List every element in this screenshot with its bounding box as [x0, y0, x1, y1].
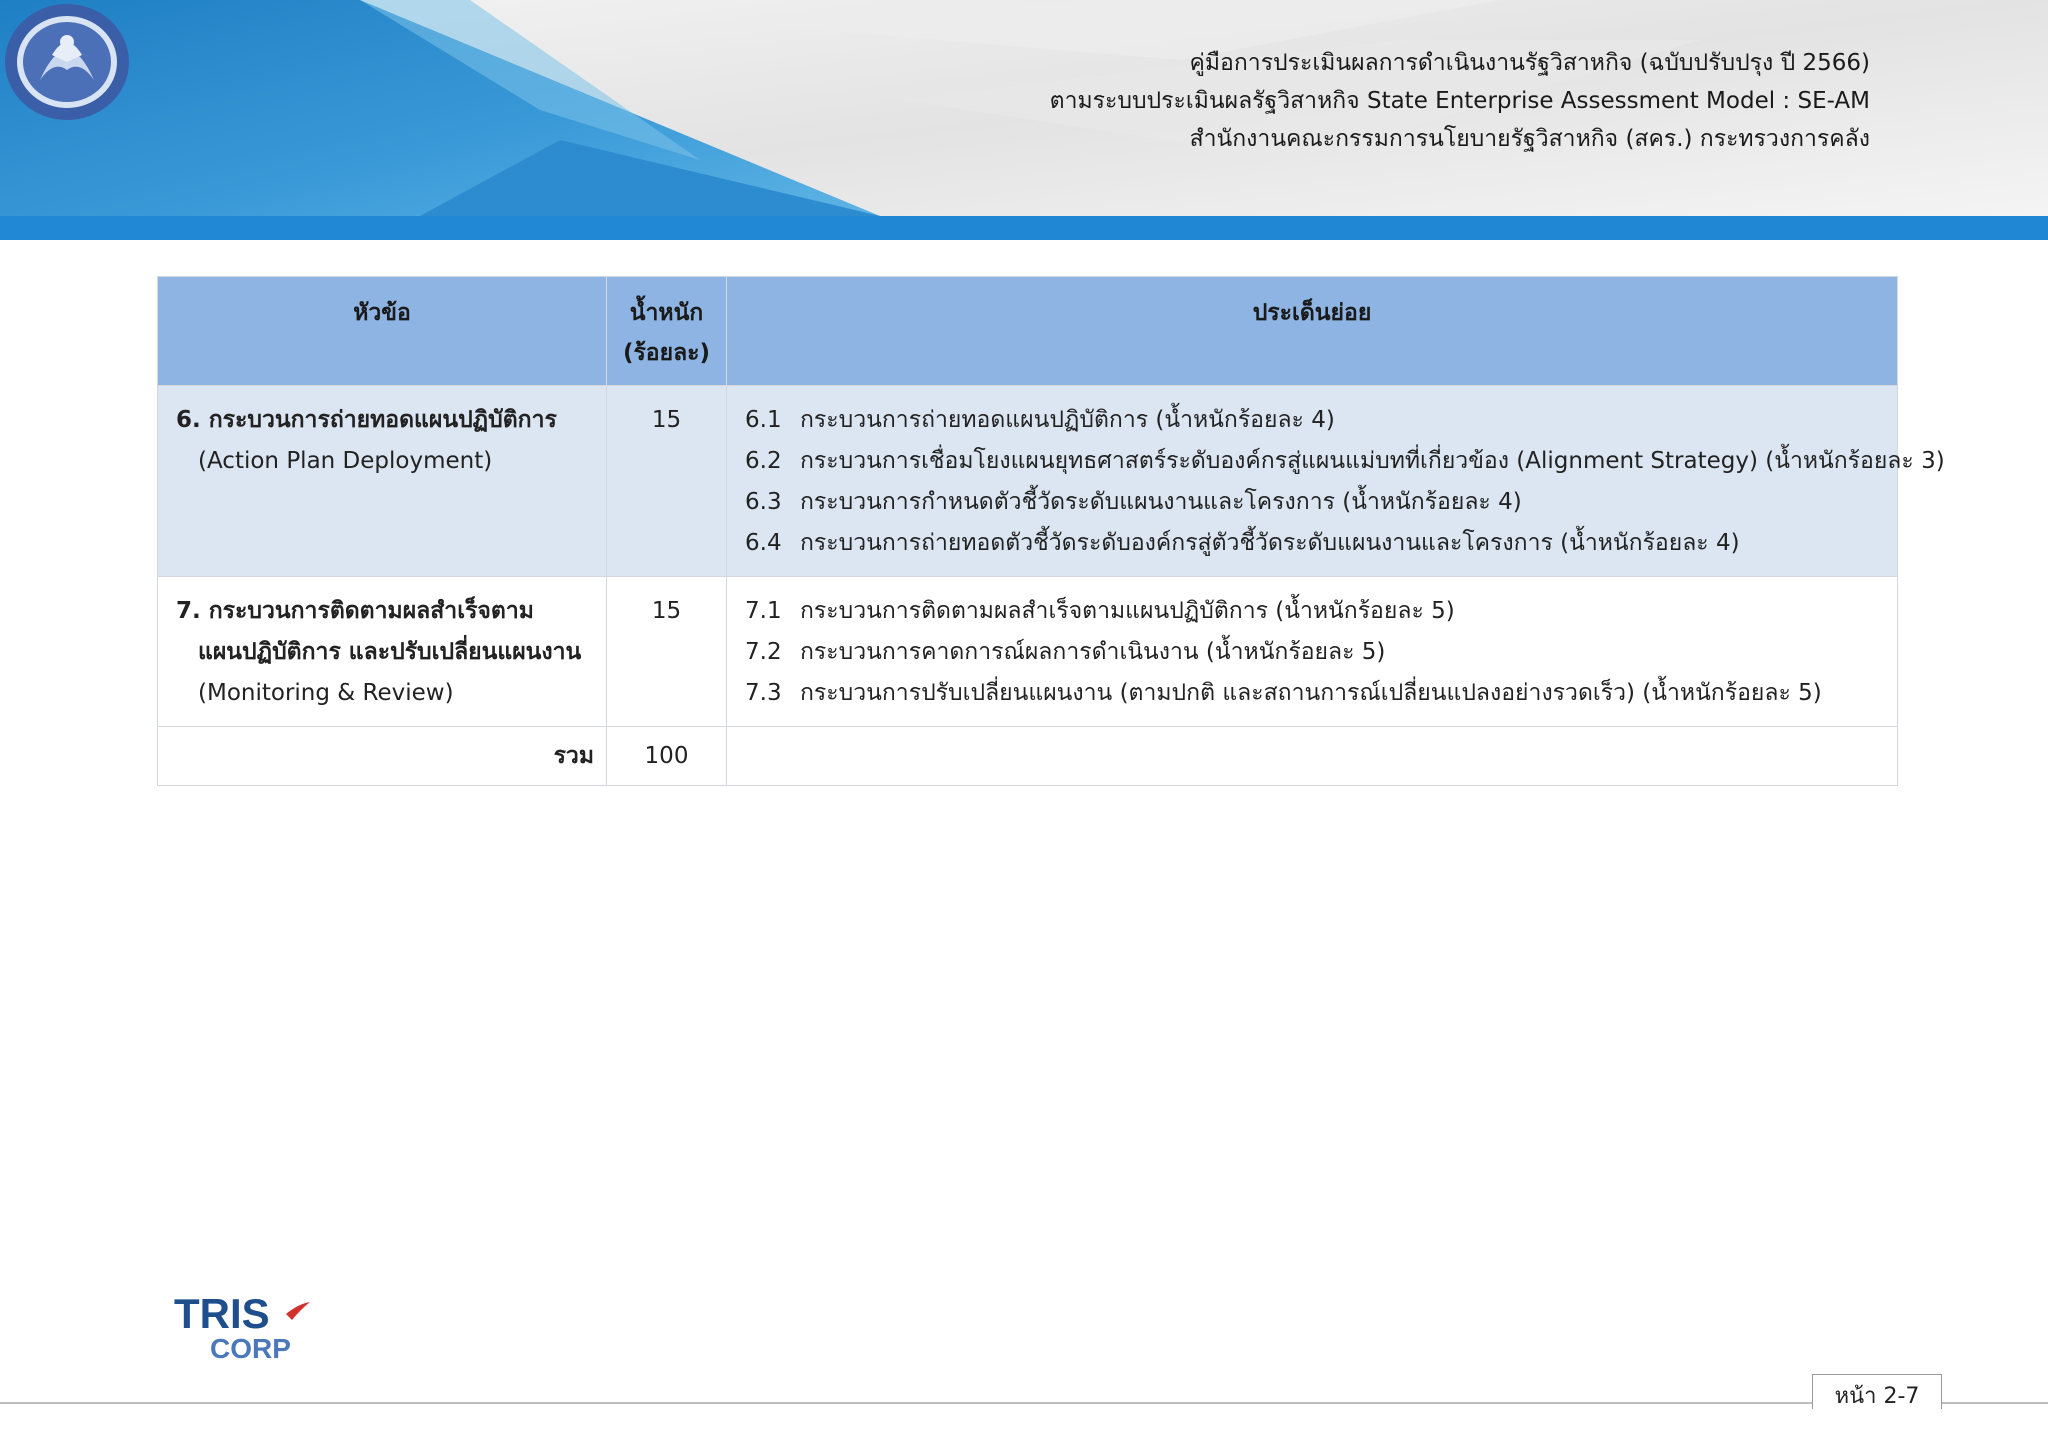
header-banner [0, 0, 2048, 240]
topic-cell [158, 386, 607, 577]
topic-title-continued: แผนปฏิบัติการ และปรับเปลี่ยนแผนงาน [198, 639, 582, 665]
weight-header-line1: น้ำหนัก [629, 300, 704, 326]
government-emblem-icon [0, 0, 134, 124]
topic-title: 6. กระบวนการถ่ายทอดแผนปฏิบัติการ [176, 407, 557, 433]
topic-english: (Monitoring & Review) [198, 680, 454, 706]
list-item [745, 482, 1887, 523]
logo-text-top: TRIS [174, 1292, 270, 1337]
logo-text-bottom: CORP [210, 1333, 291, 1362]
total-empty-cell [727, 727, 1898, 786]
list-item [745, 591, 1887, 632]
table-row [158, 386, 1898, 577]
header-subtitle: ตามระบบประเมินผลรัฐวิสาหกิจ State Enterprise Assessment Model : SE-AM [1049, 88, 1870, 114]
header-title: คู่มือการประเมินผลการดำเนินงานรัฐวิสาหกิจ (ฉบับปรับปรุง ปี 2566) [1189, 50, 1870, 76]
weight-header-line2: (ร้อยละ) [622, 340, 711, 366]
item-text: กระบวนการกำหนดตัวชี้วัดระดับแผนงานและโครงการ (น้ำหนักร้อยละ 4) [800, 489, 1522, 515]
assessment-table [157, 276, 1945, 786]
column-header-weight [607, 277, 727, 386]
column-header-items: ประเด็นย่อย [727, 277, 1898, 386]
list-item [745, 632, 1887, 673]
item-number: 7.2 [745, 639, 782, 665]
tris-corp-logo [174, 1292, 324, 1362]
item-number: 6.1 [745, 407, 782, 433]
items-cell [727, 577, 1898, 727]
item-number: 6.3 [745, 489, 782, 515]
document-header-text [1050, 44, 1870, 158]
item-text: กระบวนการเชื่อมโยงแผนยุทธศาสตร์ระดับองค์กรสู่แผนแม่บทที่เกี่ยวข้อง (Alignment Strategy) (น้ำหนักร้อยละ 3) [800, 448, 1945, 474]
table-row [158, 577, 1898, 727]
total-row [158, 727, 1898, 786]
column-header-topic: หัวข้อ [158, 277, 607, 386]
header-organization: สำนักงานคณะกรรมการนโยบายรัฐวิสาหกิจ (สคร.) กระทรวงการคลัง [1189, 126, 1870, 152]
item-number: 6.2 [745, 448, 782, 474]
items-cell [727, 386, 1945, 577]
topic-title: 7. กระบวนการติดตามผลสำเร็จตาม [176, 598, 534, 624]
logo-swoosh-icon [286, 1302, 310, 1320]
topic-english: (Action Plan Deployment) [198, 448, 493, 474]
total-value: 100 [607, 727, 727, 786]
item-text: กระบวนการติดตามผลสำเร็จตามแผนปฏิบัติการ (น้ำหนักร้อยละ 5) [800, 598, 1455, 624]
total-label: รวม [158, 727, 607, 786]
item-text: กระบวนการถ่ายทอดตัวชี้วัดระดับองค์กรสู่ตัวชี้วัดระดับแผนงานและโครงการ (น้ำหนักร้อยละ 4) [800, 530, 1740, 556]
list-item [745, 523, 1887, 564]
item-number: 7.1 [745, 598, 782, 624]
item-text: กระบวนการปรับเปลี่ยนแผนงาน (ตามปกติ และสถานการณ์เปลี่ยนแปลงอย่างรวดเร็ว) (น้ำหนักร้อยละ 5) [800, 680, 1822, 706]
list-item [745, 673, 1887, 714]
item-number: 6.4 [745, 530, 782, 556]
item-text: กระบวนการถ่ายทอดแผนปฏิบัติการ (น้ำหนักร้อยละ 4) [800, 407, 1335, 433]
list-item [745, 441, 1945, 482]
page-number: หน้า 2-7 [1812, 1374, 1942, 1409]
weight-cell: 15 [607, 577, 727, 727]
topic-cell [158, 577, 607, 727]
item-number: 7.3 [745, 680, 782, 706]
list-item [745, 400, 1887, 441]
weight-cell: 15 [607, 386, 727, 577]
footer-divider [0, 1402, 2048, 1404]
table-header-row [158, 277, 1898, 386]
item-text: กระบวนการคาดการณ์ผลการดำเนินงาน (น้ำหนักร้อยละ 5) [800, 639, 1386, 665]
